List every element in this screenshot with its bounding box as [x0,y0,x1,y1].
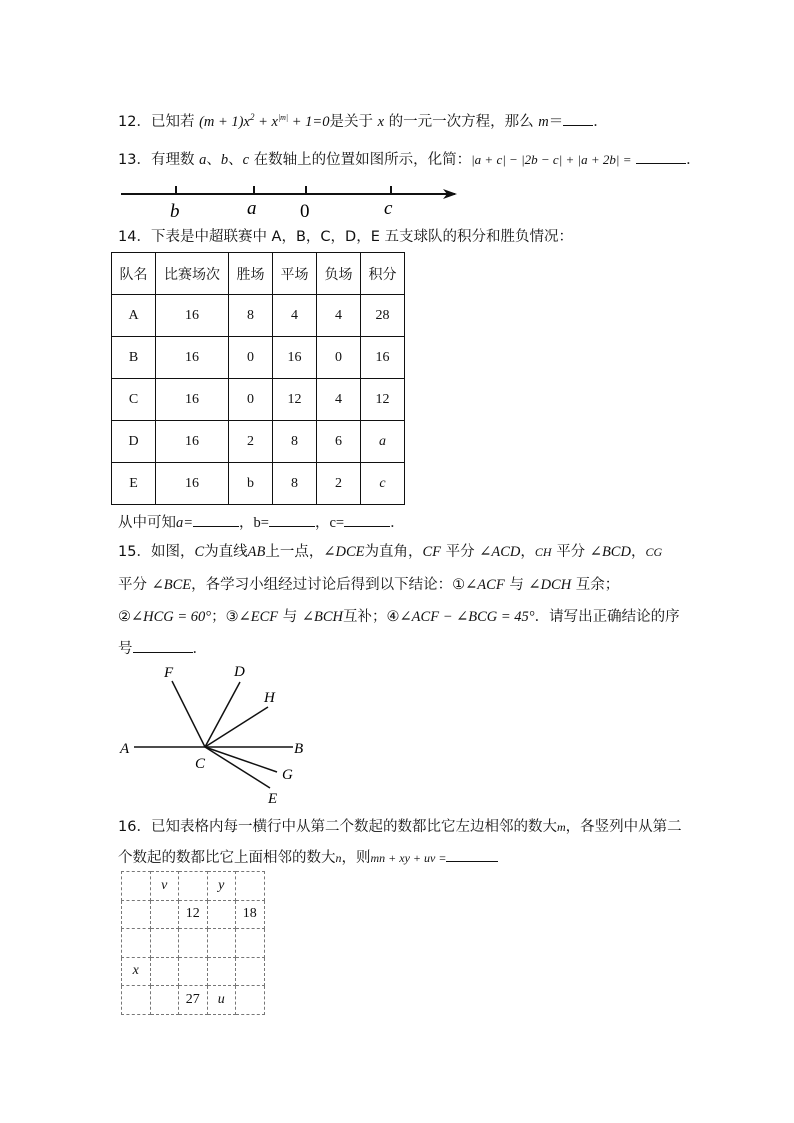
table-cell: 4 [317,295,361,337]
grid-cell [179,957,208,986]
grid-cell: 18 [236,900,265,929]
table-cell: 6 [317,421,361,463]
ray-cg [205,747,277,772]
grid-row [122,986,265,1015]
q12-answer-blank[interactable] [563,111,593,126]
table-header-row [112,253,405,295]
q16-math: mn + xy + uv = [370,851,447,865]
table-cell: A [112,295,156,337]
q15-math: ∠ECF [238,609,279,625]
table-cell: D [112,421,156,463]
q15-math: ∠BCD [589,544,631,560]
label-A: A [120,741,130,757]
question-15-line-1 [118,542,662,562]
grid-cell: 27 [179,986,208,1015]
q13-expression: |a + c| − |2b − c| + |a + 2b| = [471,152,632,167]
q15-text: 平分 [445,544,475,560]
q15-end: ． [192,641,207,657]
q15-math: ∠ACF − ∠BCG = 45° [399,609,535,625]
table-row [112,337,405,379]
q13-suffix: 在数轴上的位置如图所示，化简： [253,152,472,168]
q15-text: ，各学习小组经过讨论后得到以下结论：① [191,577,466,593]
q15-text: 互补；④ [343,609,400,625]
q15-math: CF [422,544,442,560]
table-cell: 16 [361,337,405,379]
question-15-line-3 [118,607,680,627]
label-a: a [247,198,257,219]
label-0: 0 [300,201,310,222]
grid-cell [236,872,265,901]
q12-prefix: 已知若 [150,113,195,130]
q14-answer-a-blank[interactable] [193,512,239,527]
header-cell: 胜场 [229,253,273,295]
ray-ch [205,707,268,747]
q12-middle: 是关于 [329,113,373,130]
table-cell: 4 [273,295,317,337]
question-16-line-2 [118,847,498,868]
table-row [112,463,405,505]
q14-answer-a-label: a= [176,515,194,531]
question-12 [118,107,608,132]
label-E: E [268,791,278,807]
table-cell: B [112,337,156,379]
q15-text: 如图， [150,544,195,560]
q13-end: ． [686,152,701,168]
table-cell: 8 [273,421,317,463]
table-cell: 16 [273,337,317,379]
grid-cell: u [207,986,236,1015]
header-cell: 平场 [273,253,317,295]
q13-prefix: 有理数 [150,152,195,168]
grid-cell [122,986,151,1015]
q15-text: 平分 [556,544,586,560]
number-grid [121,871,265,1015]
label-H: H [264,690,275,706]
table-cell: 16 [156,337,229,379]
q13-number: 13． [118,152,151,168]
q14-end: ． [390,515,405,531]
grid-cell: y [207,872,236,901]
label-b: b [170,201,180,222]
grid-cell: x [122,957,151,986]
grid-cell: v [150,872,179,901]
standings-table [111,252,405,505]
grid-cell: 12 [179,900,208,929]
table-cell: 16 [156,295,229,337]
table-cell: 2 [229,421,273,463]
q15-math: ∠ACF [465,577,505,593]
q15-number: 15． [118,544,151,560]
q16-text: 已知表格内每一横行中从第二个数起的数都比它左边相邻的数大 [150,819,557,835]
q14-answer-c-blank[interactable] [344,512,390,527]
q16-answer-blank[interactable] [446,847,498,862]
grid-row [122,900,265,929]
q15-answer-blank[interactable] [133,638,193,653]
number-line-figure [115,178,465,223]
table-cell: 8 [229,295,273,337]
table-cell: 0 [229,337,273,379]
table-row [112,295,405,337]
q14-number: 14． [118,229,151,245]
grid-cell [150,957,179,986]
q15-math: ∠ACD [479,544,521,560]
table-cell: 0 [317,337,361,379]
q15-text: 为直角， [364,544,423,560]
grid-cell [236,957,265,986]
q12-answer-eq: ＝ [548,113,564,130]
grid-cell [122,900,151,929]
q16-math: m [556,820,566,834]
table-cell: 16 [156,379,229,421]
grid-row [122,872,265,901]
q12-end: ． [593,113,608,130]
table-cell: 16 [156,421,229,463]
table-cell: c [361,463,405,505]
q14-answer-prefix: 从中可知 [118,515,176,531]
header-cell: 队名 [112,253,156,295]
table-cell: 12 [273,379,317,421]
angle-figure [110,655,330,810]
q15-text: ， [520,544,535,560]
q14-answer-line [118,512,405,533]
grid-cell [122,872,151,901]
grid-cell [150,900,179,929]
table-cell: a [361,421,405,463]
grid-cell [150,986,179,1015]
q14-answer-b-label: ，b= [239,515,269,531]
label-G: G [282,767,293,783]
table-cell: 2 [317,463,361,505]
q15-math: ∠BCH [301,609,344,625]
q12-var: x [377,113,384,130]
table-row [112,421,405,463]
label-c: c [384,198,393,219]
table-cell: 16 [156,463,229,505]
q13-vars: a、b、c [199,152,249,168]
q12-equation: $(m + 1)x^2 + x^{|m|} + 1=0$ [199,112,330,130]
grid-cell [207,900,236,929]
q15-text: 与 [282,609,298,625]
question-14 [118,227,573,247]
grid-cell [179,929,208,958]
label-D: D [234,664,245,680]
grid-cell [236,986,265,1015]
label-B: B [294,741,304,757]
q16-text: 个数起的数都比它上面相邻的数大 [118,850,336,866]
q15-math: ∠DCE [323,544,365,560]
table-cell: C [112,379,156,421]
grid-cell [150,929,179,958]
q13-answer-blank[interactable] [636,149,686,164]
q15-math: C [194,544,205,560]
question-13 [118,149,701,170]
q14-text: 下表是中超联赛中 A，B，C，D，E 五支球队的积分和胜负情况： [150,229,573,245]
grid-row [122,929,265,958]
q15-text: 上一点， [265,544,324,560]
label-C: C [195,756,206,772]
grid-cell [236,929,265,958]
q16-math: n [335,851,342,865]
q14-answer-b-blank[interactable] [269,512,315,527]
grid-cell [179,872,208,901]
q15-math: CG [645,545,663,559]
grid-row [122,957,265,986]
table-cell: 28 [361,295,405,337]
table-cell: 4 [317,379,361,421]
q12-suffix: 的一元一次方程，那么 [388,113,534,130]
q15-text: 号 [118,641,133,657]
ray-cd [205,682,240,747]
table-cell: 0 [229,379,273,421]
q12-answer-var: m [538,113,549,130]
question-15-line-2 [118,575,619,595]
table-cell: 12 [361,379,405,421]
table-cell: b [229,463,273,505]
ray-ce [205,747,270,788]
header-cell: 比赛场次 [156,253,229,295]
q15-text: 平分 [118,577,147,593]
q16-number: 16． [118,819,151,835]
q15-math: ∠HCG = 60° [131,609,212,625]
grid-cell [122,929,151,958]
grid-cell [207,929,236,958]
question-16-line-1 [118,817,682,837]
q15-math: CH [534,545,552,559]
header-cell: 负场 [317,253,361,295]
q15-text: ；③ [211,609,239,625]
q15-text: ．请写出正确结论的序 [534,609,680,625]
q15-text: ② [118,609,131,625]
q15-text: 为直线 [204,544,248,560]
ray-cf [172,681,205,747]
grid-cell [207,957,236,986]
table-cell: 8 [273,463,317,505]
table-row [112,379,405,421]
q15-text: 与 [509,577,524,593]
q14-answer-c-label: ，c= [314,515,345,531]
q15-text: ， [630,544,646,560]
table-cell: E [112,463,156,505]
q15-math: ∠DCH [528,577,572,593]
q15-math: ∠BCE [151,577,192,593]
q12-number: 12． [118,113,151,130]
q16-text: ，各竖列中从第二 [565,819,682,835]
q16-text: ，则 [341,850,371,866]
header-cell: 积分 [361,253,405,295]
q15-text: 互余； [575,577,620,593]
label-F: F [164,665,174,681]
q15-math: AB [247,544,266,560]
